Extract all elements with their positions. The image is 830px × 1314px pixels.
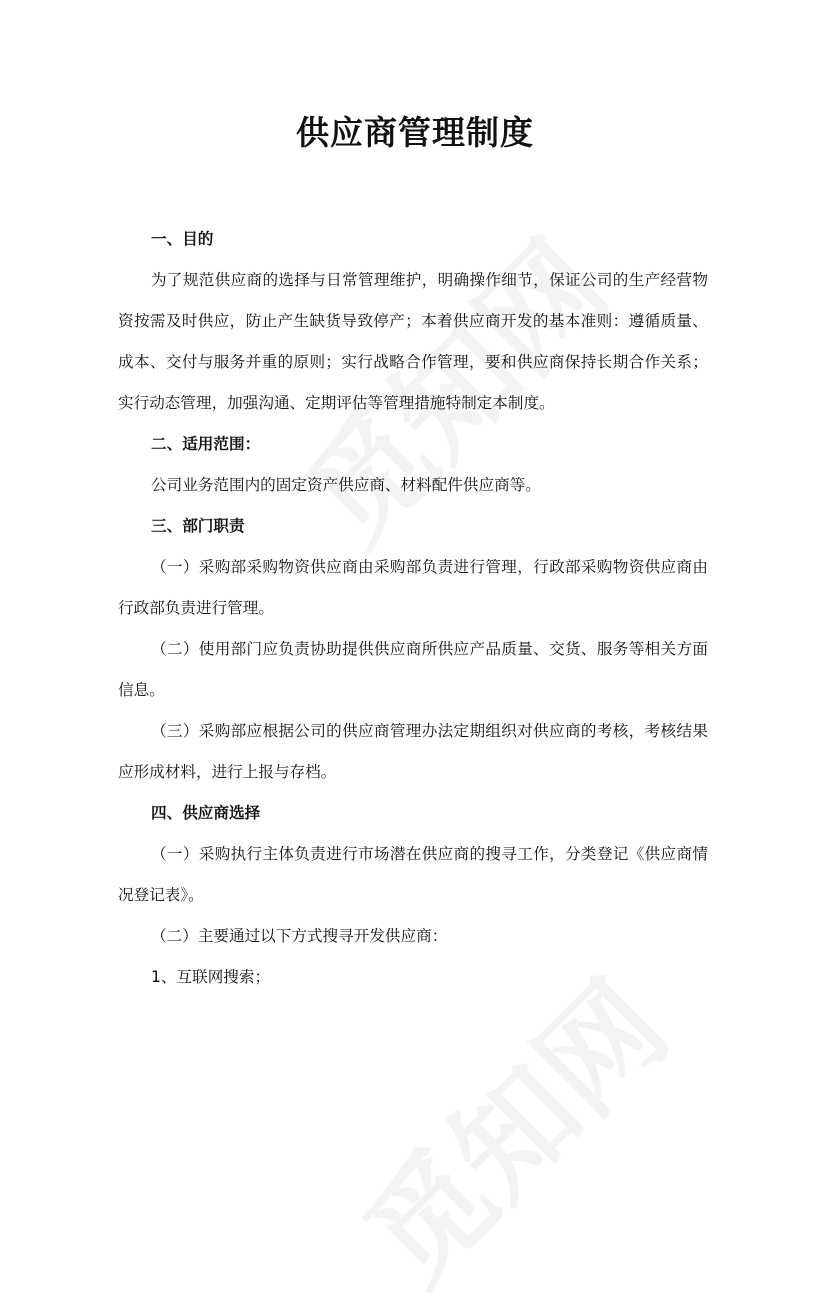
section-paragraph: （三）采购部应根据公司的供应商管理办法定期组织对供应商的考核，考核结果应形成材料，进行上报与存档。 [118,722,708,781]
section-paragraph: 公司业务范围内的固定资产供应商、材料配件供应商等。 [151,476,541,494]
document-body [118,219,708,998]
section-heading-responsibilities: 三、部门职责 [151,517,245,535]
section-paragraph: （二）主要通过以下方式搜寻开发供应商： [151,927,448,945]
section-heading-scope: 二、适用范围： [151,435,261,453]
document-title: 供应商管理制度 [296,113,534,152]
section-heading-supplier-selection: 四、供应商选择 [151,804,261,822]
list-item: 1、互联网搜索； [151,968,271,986]
section-heading-purpose: 一、目的 [151,230,214,248]
section-paragraph: （一）采购执行主体负责进行市场潜在供应商的搜寻工作，分类登记《供应商情况登记表》。 [118,845,708,904]
section-paragraph: 为了规范供应商的选择与日常管理维护，明确操作细节，保证公司的生产经营物资按需及时供应，防止产生缺货导致停产；本着供应商开发的基本准则：遵循质量、成本、交付与服务并重的原则；实行战略合作管理，要和供应商保持长期合作关系；实行动态管理，加强沟通、定期评估等管理措施特制定本制度。 [118,271,708,412]
section-paragraph: （一）采购部采购物资供应商由采购部负责进行管理，行政部采购物资供应商由行政部负责进行管理。 [118,558,708,617]
section-paragraph: （二）使用部门应负责协助提供供应商所供应产品质量、交货、服务等相关方面信息。 [118,640,708,699]
